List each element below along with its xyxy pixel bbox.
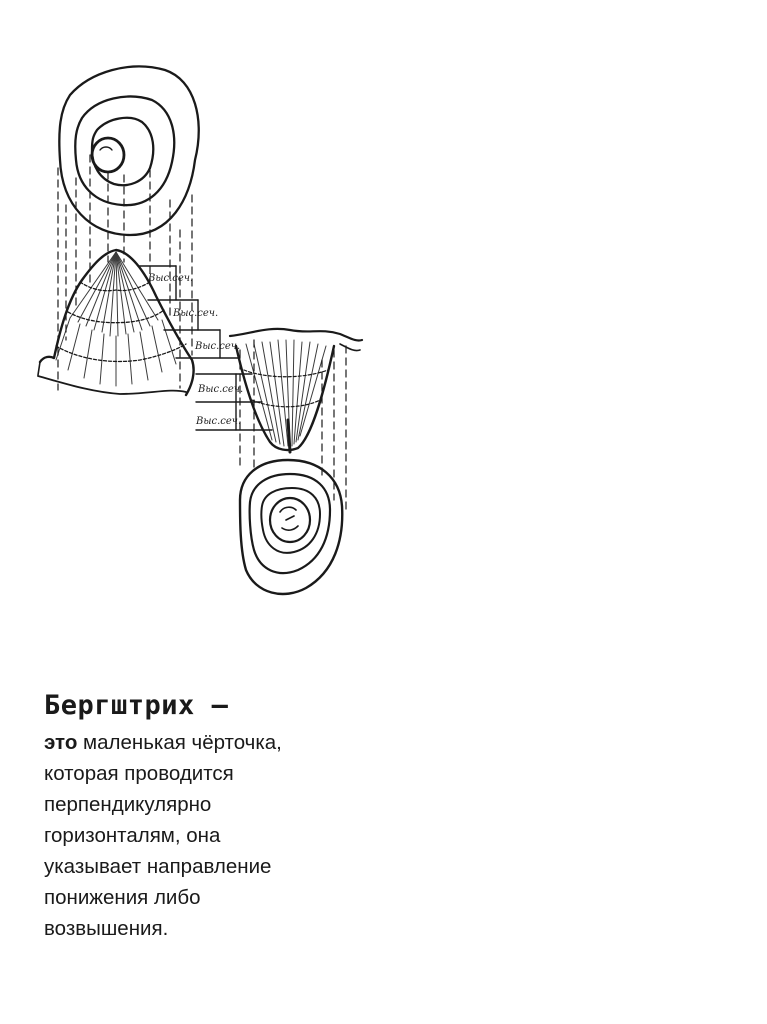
- term-dash: –: [211, 690, 229, 721]
- definition-line-2: которая проводится: [44, 762, 234, 785]
- definition-line-6: понижения либо: [44, 886, 201, 909]
- section-label-3: Выс.сеч.: [195, 341, 241, 352]
- definition-lead: это: [44, 731, 78, 754]
- term-text: Бергштрих: [44, 690, 195, 721]
- definition-line-7: возвышения.: [44, 917, 169, 940]
- section-label-2: Выс.сеч.: [173, 308, 219, 319]
- depression-profile: [230, 329, 362, 452]
- term-heading: [44, 690, 444, 721]
- definition-line-4: горизонталям, она: [44, 824, 221, 847]
- hill-contours: [59, 66, 198, 235]
- definition-block: [44, 690, 444, 944]
- section-label-5: Выс.сеч.: [196, 416, 242, 427]
- definition-line-5: указывает направление: [44, 855, 272, 878]
- section-label-4: Выс.сеч.: [198, 384, 244, 395]
- definition-line-3: перпендикулярно: [44, 793, 212, 816]
- definition-line-1: маленькая чёрточка,: [77, 731, 282, 754]
- definition-text: [44, 727, 444, 944]
- depression-contours: [240, 460, 342, 594]
- section-label-1: Выс.сеч.: [148, 273, 194, 284]
